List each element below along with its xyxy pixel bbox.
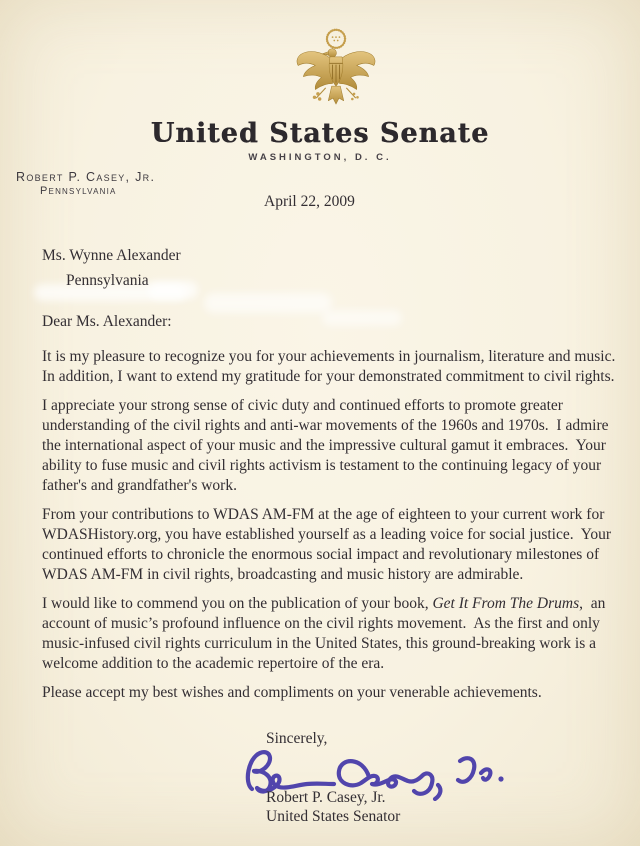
salutation: Dear Ms. Alexander:	[42, 313, 172, 330]
senate-seal-eagle-icon	[293, 25, 379, 118]
book-title: Get It From The Drums	[432, 595, 580, 612]
signer-title: United States Senator	[266, 808, 401, 825]
letterhead-sender-block	[16, 170, 155, 197]
recipient-block	[42, 243, 181, 293]
body-paragraph-1: It is my pleasure to recognize you for your achievements in journalism, literature and music. In addition, I want to extend my gratitude for your demonstrated commitment to civil rights.	[42, 348, 624, 385]
whiteout-patch	[322, 310, 402, 326]
sender-name: Robert P. Casey, Jr.	[16, 170, 156, 184]
sender-state: Pennsylvania	[40, 185, 117, 197]
recipient-name: Ms. Wynne Alexander	[42, 247, 181, 264]
paragraph-4-rest: , an account of music’s profound influence on the civil rights movement. As the first and only music-infused civil rights curriculum in the United States, this ground-breaking work is a welcome addition to the academic repertoire of the era.	[42, 595, 610, 672]
recipient-state: Pennsylvania	[66, 272, 149, 289]
letter-body	[42, 347, 624, 712]
whiteout-patch	[204, 293, 332, 313]
signer-typed-name: Robert P. Casey, Jr.	[266, 789, 386, 806]
body-paragraph-3: From your contributions to WDAS AM-FM at the age of eighteen to your current work for WDASHistory.org, you have established yourself as a leading voice for social justice. Your continued efforts to chronicle the enormous social impact and revolutionary milestones of WDAS AM-FM in civil rights, broadcasting and music history are admirable.	[42, 506, 615, 583]
letter-date: April 22, 2009	[264, 193, 355, 210]
paragraph-4-lead: I would like to commend you on the publication of your book,	[42, 595, 433, 612]
body-paragraph-5: Please accept my best wishes and compliments on your venerable achievements.	[42, 684, 542, 701]
letterhead-organization: United States Senate	[150, 118, 490, 149]
body-paragraph-4	[42, 594, 620, 674]
letterhead-location: WASHINGTON, D. C.	[248, 152, 392, 163]
valediction: Sincerely,	[266, 730, 328, 747]
body-paragraph-2: I appreciate your strong sense of civic duty and continued efforts to promote greater understanding of the civil rights and anti-war movements of the 1960s and 1970s. I admire the international aspect of your music and the impressive cultural gamut it embraces. Your ability to fuse music and civil rights activism is testament to the continuing legacy of your father's and grandfather's work.	[42, 397, 613, 494]
